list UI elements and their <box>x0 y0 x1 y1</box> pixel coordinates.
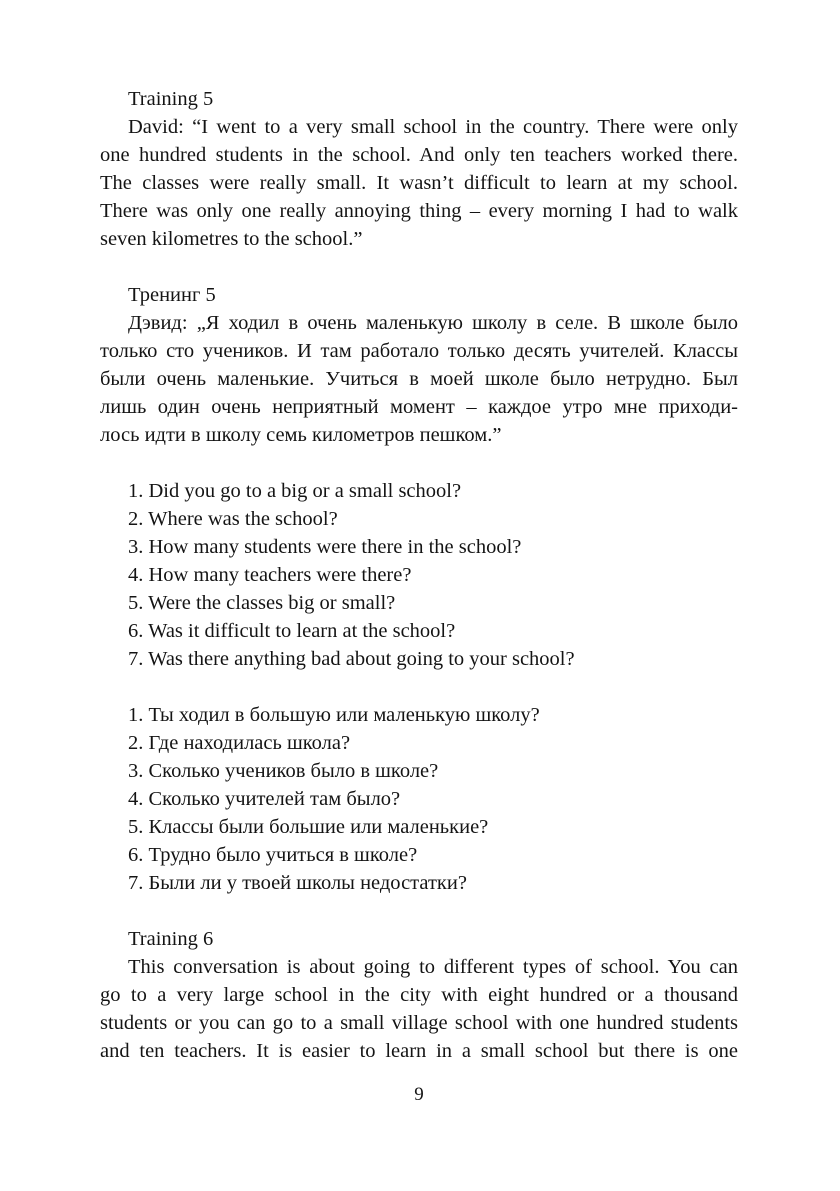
question-item: 4. Сколько учителей там было? <box>128 788 401 810</box>
section-heading: Training 5 <box>128 88 214 110</box>
question-item: 6. Трудно было учиться в школе? <box>128 844 418 866</box>
paragraph-line: and ten teachers. It is easier to learn in a small school but there is one <box>100 1040 738 1062</box>
section-training-6 <box>100 925 738 1065</box>
paragraph-line: students or you can go to a small village school with one hundred students <box>100 1012 738 1034</box>
section-heading: Тренинг 5 <box>128 284 216 306</box>
paragraph-line: лось идти в школу семь километров пешком.” <box>100 424 502 446</box>
section-trening-5 <box>100 281 738 449</box>
book-page <box>100 85 738 1065</box>
question-item: 2. Where was the school? <box>128 508 338 530</box>
question-item: 7. Was there anything bad about going to your school? <box>128 648 575 670</box>
paragraph-line: go to a very large school in the city with eight hundred or a thousand <box>100 984 738 1006</box>
question-item: 4. How many teachers were there? <box>128 564 412 586</box>
paragraph-line: лишь один очень неприятный момент – каждое утро мне приходи- <box>100 396 738 418</box>
question-item: 3. Сколько учеников было в школе? <box>128 760 439 782</box>
section-heading: Training 6 <box>128 928 214 950</box>
paragraph-line: David: “I went to a very small school in the country. There were only <box>128 116 738 138</box>
questions-russian <box>100 701 738 897</box>
paragraph-line: seven kilometres to the school.” <box>100 228 363 250</box>
question-item: 7. Были ли у твоей школы недостатки? <box>128 872 467 894</box>
paragraph-line: The classes were really small. It wasn’t difficult to learn at my school. <box>100 172 738 194</box>
page-footer <box>100 1082 738 1108</box>
question-item: 5. Классы были большие или маленькие? <box>128 816 489 838</box>
question-item: 1. Ты ходил в большую или маленькую школу? <box>128 704 540 726</box>
paragraph-line: только сто учеников. И там работало только десять учителей. Классы <box>100 340 738 362</box>
question-item: 6. Was it difficult to learn at the school? <box>128 620 456 642</box>
paragraph-line: были очень маленькие. Учиться в моей школе было нетрудно. Был <box>100 368 738 390</box>
question-item: 3. How many students were there in the school? <box>128 536 522 558</box>
page-number: 9 <box>414 1084 424 1105</box>
paragraph-line: This conversation is about going to different types of school. You can <box>128 956 738 978</box>
question-item: 1. Did you go to a big or a small school? <box>128 480 462 502</box>
question-item: 5. Were the classes big or small? <box>128 592 396 614</box>
paragraph-line: Дэвид: „Я ходил в очень маленькую школу в селе. В школе было <box>128 312 738 334</box>
questions-english <box>100 477 738 673</box>
section-training-5 <box>100 85 738 253</box>
question-item: 2. Где находилась школа? <box>128 732 351 754</box>
paragraph-line: There was only one really annoying thing – every morning I had to walk <box>100 200 738 222</box>
paragraph-line: one hundred students in the school. And only ten teachers worked there. <box>100 144 738 166</box>
